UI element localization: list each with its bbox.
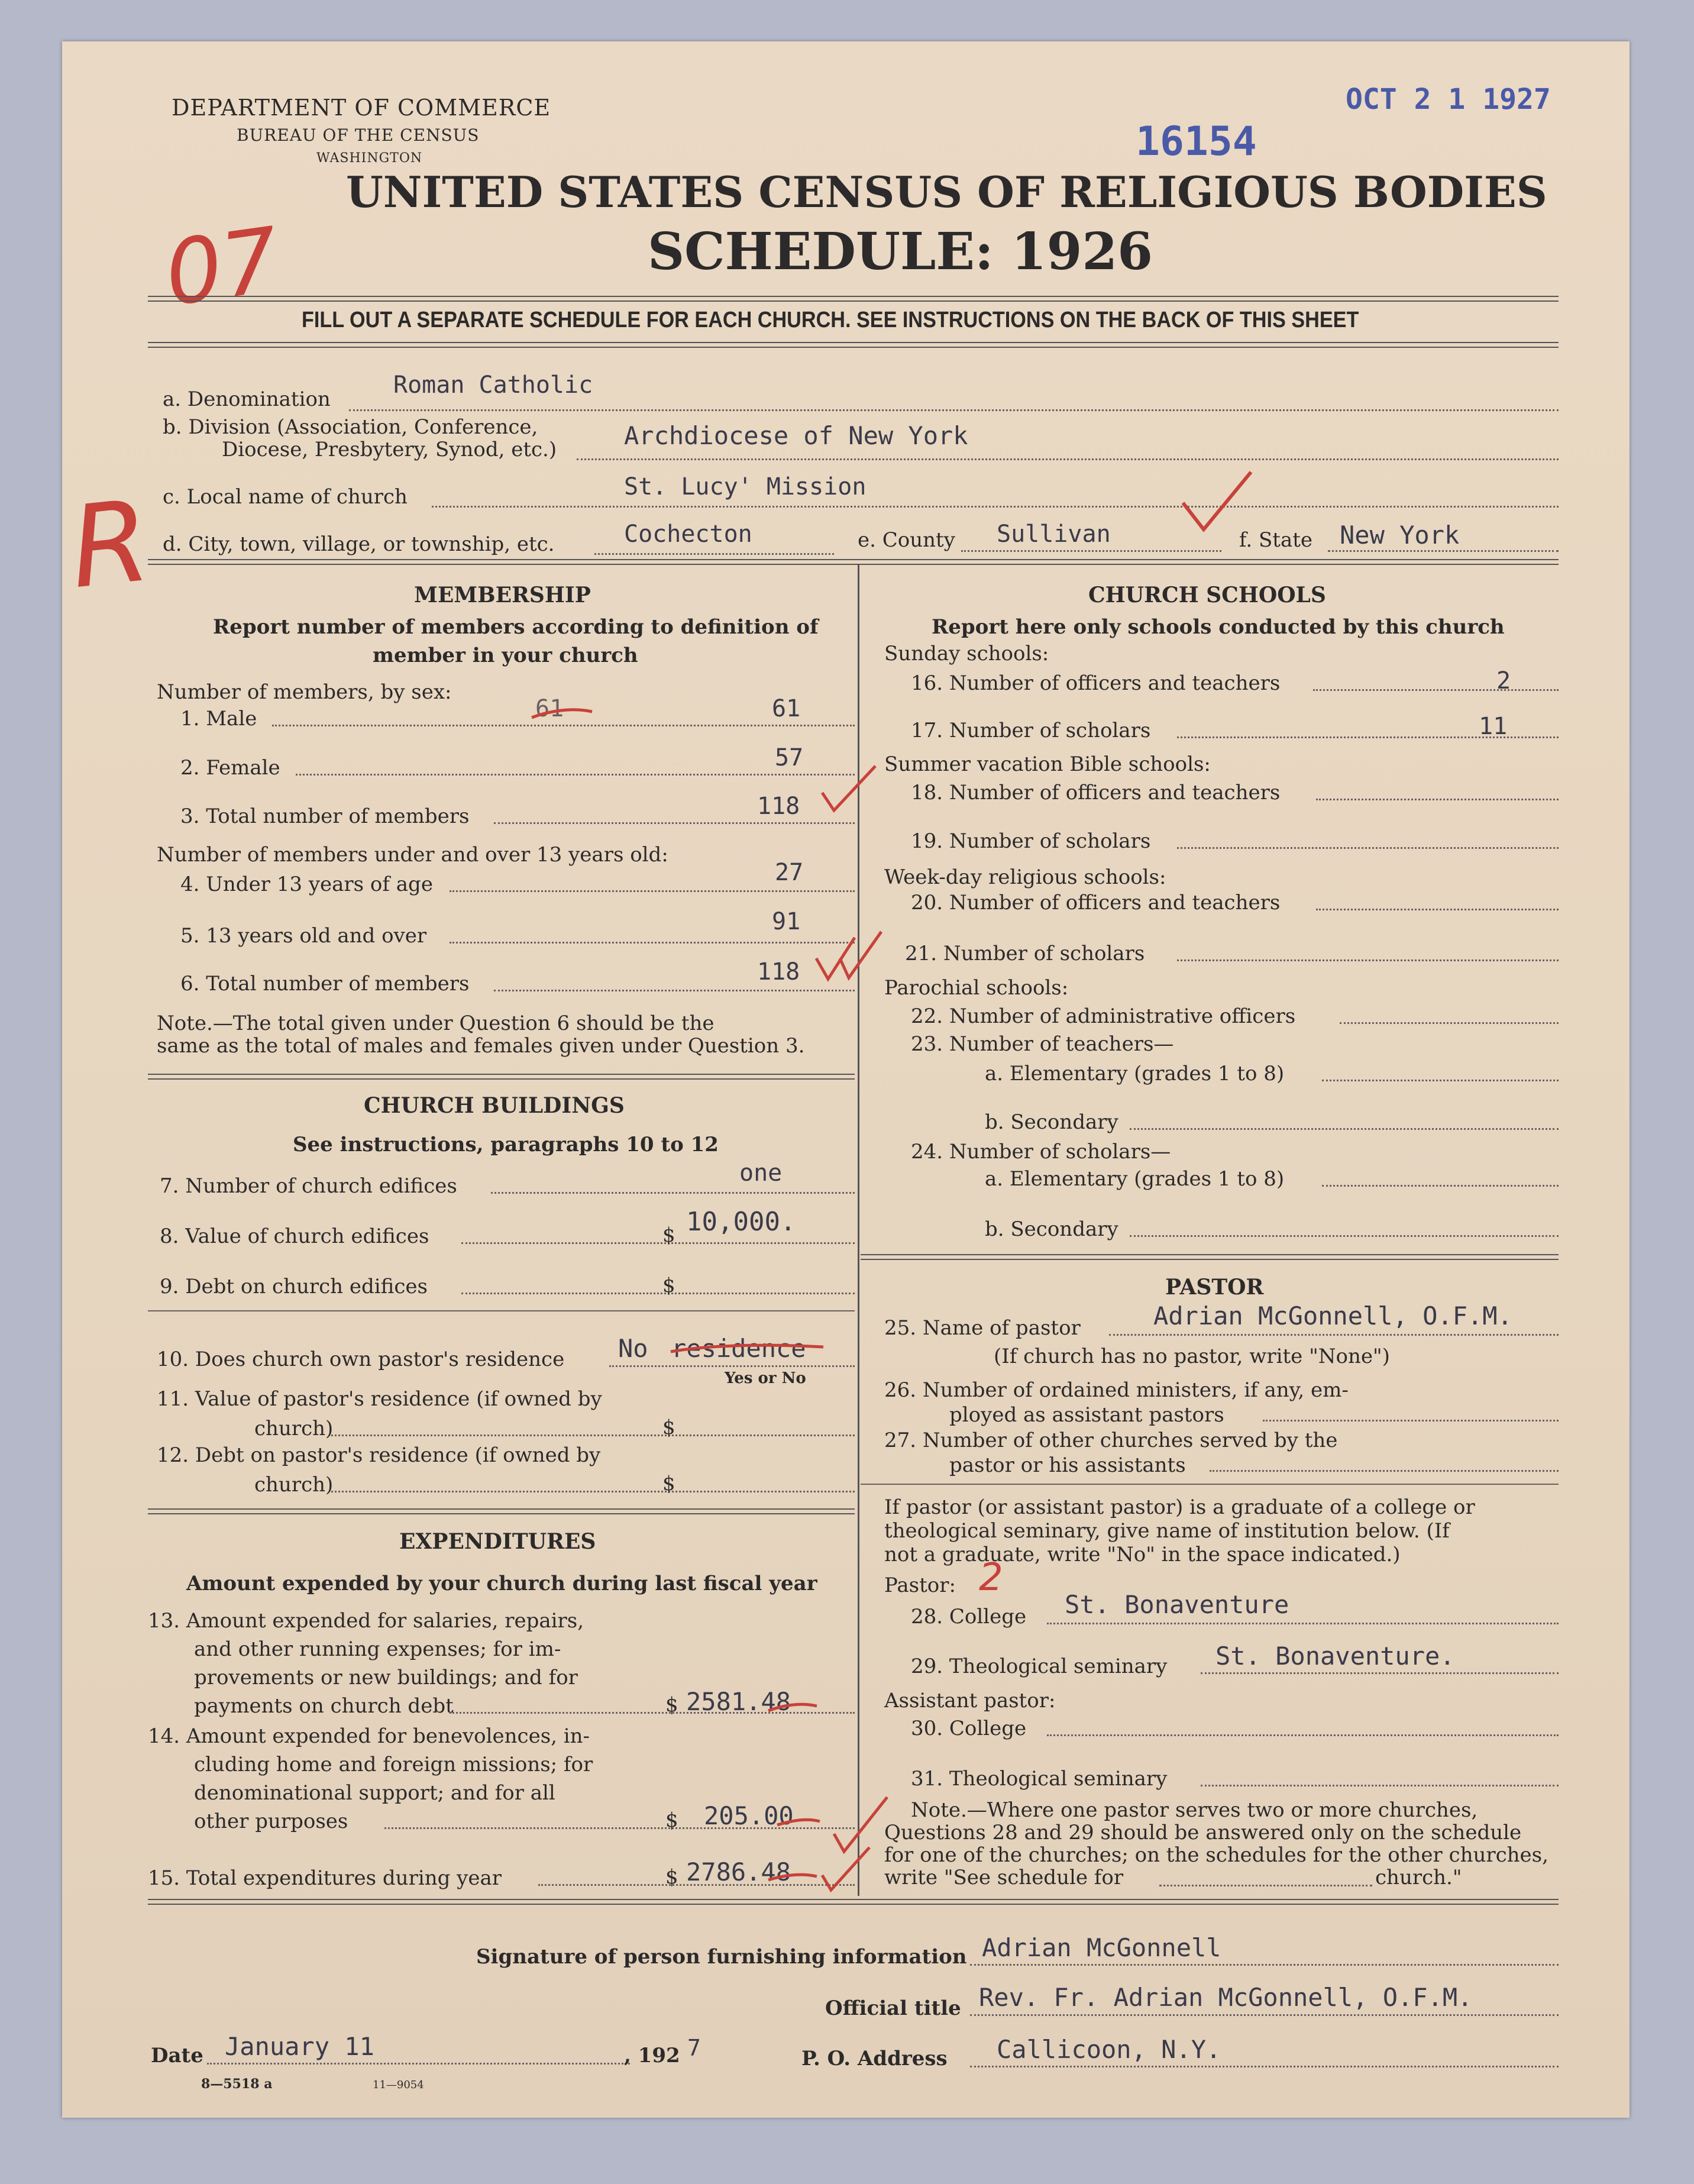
q14-cents-strike — [775, 1807, 822, 1837]
sunday-schools-label: Sunday schools: — [884, 642, 1049, 665]
signature-line — [970, 1964, 1559, 1966]
q2-label: 2. Female — [180, 756, 280, 780]
division-label-1: b. Division (Association, Conference, — [163, 415, 538, 439]
q25-value: Adrian McGonnell, O.F.M. — [1153, 1301, 1512, 1330]
q31-label: 31. Theological seminary — [911, 1767, 1168, 1791]
church-name-label: c. Local name of church — [163, 485, 408, 509]
expenditures-heading: EXPENDITURES — [399, 1529, 596, 1554]
q20-line — [1316, 909, 1559, 910]
q11-dollar: $ — [662, 1416, 675, 1439]
state-label: f. State — [1239, 528, 1312, 552]
pastor-note-3: for one of the churches; on the schedules for the other churches, — [884, 1843, 1548, 1867]
expenditures-subheading: Amount expended by your church during last fiscal year — [186, 1572, 817, 1595]
membership-intro-2: member in your church — [373, 644, 638, 667]
q14-line-1: 14. Amount expended for benevolences, in- — [148, 1724, 590, 1748]
q10-label: 10. Does church own pastor's residence — [157, 1348, 565, 1371]
q7-line — [491, 1192, 855, 1194]
q8-line — [461, 1242, 855, 1244]
year-prefix: , 192 — [624, 2044, 680, 2067]
q10-struck-word: residence — [671, 1334, 806, 1363]
q7-label: 7. Number of church edifices — [160, 1174, 457, 1198]
bureau-city: WASHINGTON — [316, 151, 423, 166]
q12-label-2: church) — [254, 1473, 334, 1497]
denomination-label: a. Denomination — [163, 387, 331, 411]
membership-heading: MEMBERSHIP — [414, 583, 591, 608]
state-line — [1328, 550, 1559, 552]
q1-label: 1. Male — [180, 707, 257, 731]
po-address-label: P. O. Address — [801, 2047, 948, 2070]
denomination-value: Roman Catholic — [393, 371, 593, 399]
members-by-sex-label: Number of members, by sex: — [157, 680, 452, 704]
q23b-line — [1130, 1128, 1559, 1130]
membership-rule — [148, 1074, 855, 1080]
pastor-note-blank — [1159, 1885, 1372, 1886]
official-title-line — [970, 2014, 1559, 2016]
signature-label: Signature of person furnishing information — [476, 1945, 967, 1969]
q15-dollar: $ — [665, 1865, 678, 1889]
q13-line-3: provements or new buildings; and for — [194, 1666, 578, 1689]
schools-rule — [861, 1254, 1559, 1260]
state-value: New York — [1340, 521, 1460, 550]
q13-line-1: 13. Amount expended for salaries, repairs, — [148, 1609, 584, 1633]
buildings-rule — [148, 1508, 855, 1514]
schools-heading: CHURCH SCHOOLS — [1088, 583, 1326, 608]
pastor-heading: PASTOR — [1165, 1275, 1264, 1300]
q24-label: 24. Number of scholars— — [911, 1140, 1171, 1164]
q5-line — [450, 942, 855, 944]
q25-line — [1109, 1334, 1559, 1336]
q11-line — [331, 1435, 855, 1436]
q11-label-1: 11. Value of pastor's residence (if owned by — [157, 1387, 602, 1411]
q27-label-1: 27. Number of other churches served by the — [884, 1429, 1338, 1452]
q24b-label: b. Secondary — [985, 1217, 1118, 1241]
q10-value: No — [618, 1334, 648, 1363]
print-number: 11—9054 — [373, 2079, 424, 2091]
q28-line — [1047, 1623, 1559, 1624]
q1-struck-value: 61 — [535, 695, 564, 722]
q21-label: 21. Number of scholars — [905, 942, 1145, 965]
q4-value: 27 — [775, 859, 804, 886]
buildings-subheading: See instructions, paragraphs 10 to 12 — [293, 1133, 719, 1156]
q16-value: 2 — [1496, 667, 1511, 694]
q19-label: 19. Number of scholars — [911, 829, 1151, 853]
q11-label-2: church) — [254, 1417, 334, 1440]
q27-line — [1210, 1470, 1559, 1472]
q1-line — [272, 725, 855, 726]
q8-value: 10,000. — [686, 1207, 796, 1237]
q21-line — [1177, 959, 1559, 961]
q28-value: St. Bonaventure — [1065, 1590, 1289, 1619]
q30-label: 30. College — [911, 1717, 1027, 1740]
pastor-note-4b: church." — [1375, 1866, 1462, 1889]
q6-label: 6. Total number of members — [180, 972, 470, 996]
q27-label-2: pastor or his assistants — [949, 1453, 1186, 1477]
department-name: DEPARTMENT OF COMMERCE — [172, 95, 551, 121]
county-line — [961, 550, 1221, 552]
city-value: Cochecton — [624, 521, 752, 548]
graduate-note-3: not a graduate, write "No" in the space indicated.) — [884, 1543, 1401, 1566]
q15-label: 15. Total expenditures during year — [148, 1866, 502, 1890]
county-check-mark — [1177, 467, 1254, 538]
division-line — [577, 458, 1559, 460]
q24a-label: a. Elementary (grades 1 to 8) — [985, 1167, 1285, 1191]
po-address-line — [970, 2066, 1559, 2067]
denomination-line — [349, 409, 1559, 411]
assistant-pastor-label: Assistant pastor: — [884, 1689, 1056, 1713]
pastor-red-mark: 2 — [979, 1556, 1003, 1600]
q27-rule — [861, 1484, 1559, 1485]
q22-line — [1340, 1022, 1559, 1024]
q6-value: 118 — [757, 958, 800, 986]
division-value: Archdiocese of New York — [624, 421, 968, 450]
q10-strike-mark — [668, 1334, 828, 1369]
q24a-line — [1322, 1185, 1559, 1187]
bureau-name: BUREAU OF THE CENSUS — [237, 125, 480, 145]
church-name-line — [432, 506, 1559, 508]
q29-label: 29. Theological seminary — [911, 1655, 1168, 1678]
form-subtitle: SCHEDULE: 1926 — [648, 222, 1153, 282]
q17-value: 11 — [1479, 713, 1508, 740]
q3-label: 3. Total number of members — [180, 805, 470, 828]
q15-value: 2786.48 — [686, 1857, 791, 1886]
q14-line-2: cluding home and foreign missions; for — [194, 1753, 593, 1776]
official-title-label: Official title — [825, 1996, 961, 2020]
q26-label-2: ployed as assistant pastors — [949, 1403, 1224, 1427]
q9-dollar: $ — [662, 1274, 675, 1297]
q14-line-3: denominational support; and for all — [194, 1781, 555, 1805]
pastor-note-2: Questions 28 and 29 should be answered only on the schedule — [884, 1821, 1522, 1844]
instruction-banner: FILL OUT A SEPARATE SCHEDULE FOR EACH CHURCH. SEE INSTRUCTIONS ON THE BACK OF THIS SHEET — [302, 308, 1359, 332]
county-value: Sullivan — [997, 521, 1111, 548]
q4-line — [450, 890, 855, 892]
pastor-note-1: Note.—Where one pastor serves two or more churches, — [911, 1798, 1478, 1822]
q18-line — [1316, 799, 1559, 800]
buildings-heading: CHURCH BUILDINGS — [364, 1093, 625, 1118]
received-date-stamp: OCT 2 1 1927 — [1346, 83, 1551, 116]
parochial-schools-label: Parochial schools: — [884, 976, 1069, 1000]
q17-label: 17. Number of scholars — [911, 719, 1151, 742]
q4-label: 4. Under 13 years of age — [180, 873, 433, 896]
q25-label: 25. Name of pastor — [884, 1316, 1081, 1340]
q2-value: 57 — [775, 744, 804, 771]
q26-line — [1263, 1420, 1559, 1421]
weekday-schools-label: Week-day religious schools: — [884, 865, 1166, 889]
members-by-age-label: Number of members under and over 13 years old: — [157, 843, 668, 867]
q13-cents-strike — [766, 1692, 819, 1721]
q8-label: 8. Value of church edifices — [160, 1225, 429, 1248]
q1-strike-mark — [529, 701, 594, 725]
membership-note-2: same as the total of males and females given under Question 3. — [157, 1034, 805, 1058]
q9-line — [461, 1293, 855, 1294]
official-title-value: Rev. Fr. Adrian McGonnell, O.F.M. — [979, 1983, 1473, 2012]
q3-value: 118 — [757, 793, 800, 820]
date-value: January 11 — [225, 2032, 374, 2061]
q14-value: 205.00 — [704, 1801, 794, 1830]
q20-label: 20. Number of officers and teachers — [911, 891, 1281, 915]
pastor-note-4a: write "See schedule for — [884, 1866, 1124, 1889]
q14-dollar: $ — [665, 1808, 678, 1832]
q9-label: 9. Debt on church edifices — [160, 1275, 428, 1298]
signature-value: Adrian McGonnell — [982, 1933, 1221, 1962]
q23-label: 23. Number of teachers— — [911, 1032, 1174, 1056]
identity-rule — [148, 559, 1559, 565]
schools-subheading: Report here only schools conducted by this church — [932, 615, 1505, 639]
q14-line-4: other purposes — [194, 1810, 348, 1833]
q2-line — [296, 774, 855, 776]
q3-line — [494, 822, 855, 824]
q12-line — [331, 1491, 855, 1492]
footer-rule — [148, 1899, 1559, 1905]
membership-note-1: Note.—The total given under Question 6 should be the — [157, 1012, 715, 1035]
form-number: 8—5518 a — [201, 2076, 273, 2092]
q5-label: 5. 13 years old and over — [180, 924, 427, 948]
church-name-value: St. Lucy' Mission — [624, 473, 867, 500]
county-label: e. County — [858, 528, 955, 552]
q23a-line — [1322, 1080, 1559, 1081]
q29-value: St. Bonaventure. — [1215, 1642, 1455, 1671]
form-title: UNITED STATES CENSUS OF RELIGIOUS BODIES — [346, 167, 1547, 217]
q26-label-1: 26. Number of ordained ministers, if any, em- — [884, 1378, 1349, 1402]
q5-value: 91 — [772, 908, 801, 935]
q6-check-mark — [813, 926, 884, 985]
q24b-line — [1130, 1235, 1559, 1237]
q16-line — [1313, 689, 1559, 691]
q12-dollar: $ — [662, 1472, 675, 1495]
q12-label-1: 12. Debt on pastor's residence (if owned by — [157, 1443, 601, 1467]
red-review-mark: R — [64, 475, 156, 614]
q8-dollar: $ — [662, 1223, 675, 1247]
q9-rule — [148, 1310, 855, 1311]
header-rule-top — [148, 296, 1559, 302]
summer-schools-label: Summer vacation Bible schools: — [884, 752, 1211, 776]
po-address-value: Callicoon, N.Y. — [997, 2035, 1221, 2064]
graduate-note-1: If pastor (or assistant pastor) is a graduate of a college or — [884, 1495, 1475, 1519]
q19-line — [1177, 847, 1559, 849]
q16-label: 16. Number of officers and teachers — [911, 671, 1281, 695]
q30-line — [1047, 1734, 1559, 1736]
graduate-note-2: theological seminary, give name of institution below. (If — [884, 1519, 1450, 1543]
city-label: d. City, town, village, or township, etc. — [163, 532, 555, 556]
city-line — [594, 553, 834, 555]
q13-value: 2581.48 — [686, 1687, 791, 1716]
q15-check-mark — [819, 1843, 872, 1896]
q22-label: 22. Number of administrative officers — [911, 1004, 1296, 1028]
header-rule-bottom — [148, 342, 1559, 348]
date-line — [207, 2063, 630, 2065]
q28-label: 28. College — [911, 1605, 1027, 1629]
schedule-number-stamp: 16154 — [1136, 118, 1257, 165]
year-value: 7 — [687, 2035, 701, 2061]
q18-label: 18. Number of officers and teachers — [911, 781, 1281, 805]
q23b-label: b. Secondary — [985, 1110, 1118, 1134]
q1-value: 61 — [772, 695, 801, 722]
q23a-label: a. Elementary (grades 1 to 8) — [985, 1062, 1285, 1085]
q7-value: one — [739, 1159, 783, 1187]
date-label: Date — [151, 2044, 203, 2067]
membership-intro-1: Report number of members according to definition of — [213, 615, 819, 639]
pastor-subsection-label: Pastor: — [884, 1574, 956, 1597]
q6-line — [494, 990, 855, 991]
q25-note: (If church has no pastor, write "None") — [994, 1345, 1390, 1368]
q13-dollar: $ — [665, 1693, 678, 1717]
q15-cents-strike — [766, 1862, 819, 1892]
division-label-2: Diocese, Presbytery, Synod, etc.) — [222, 438, 557, 461]
q3-check-mark — [819, 760, 878, 819]
q29-line — [1201, 1672, 1559, 1674]
yes-no-caption: Yes or No — [725, 1369, 806, 1387]
q13-line-4: payments on church debt — [194, 1694, 454, 1718]
q31-line — [1201, 1785, 1559, 1786]
q13-line-2: and other running expenses; for im- — [194, 1637, 561, 1661]
red-file-mark: 07 — [159, 208, 286, 327]
